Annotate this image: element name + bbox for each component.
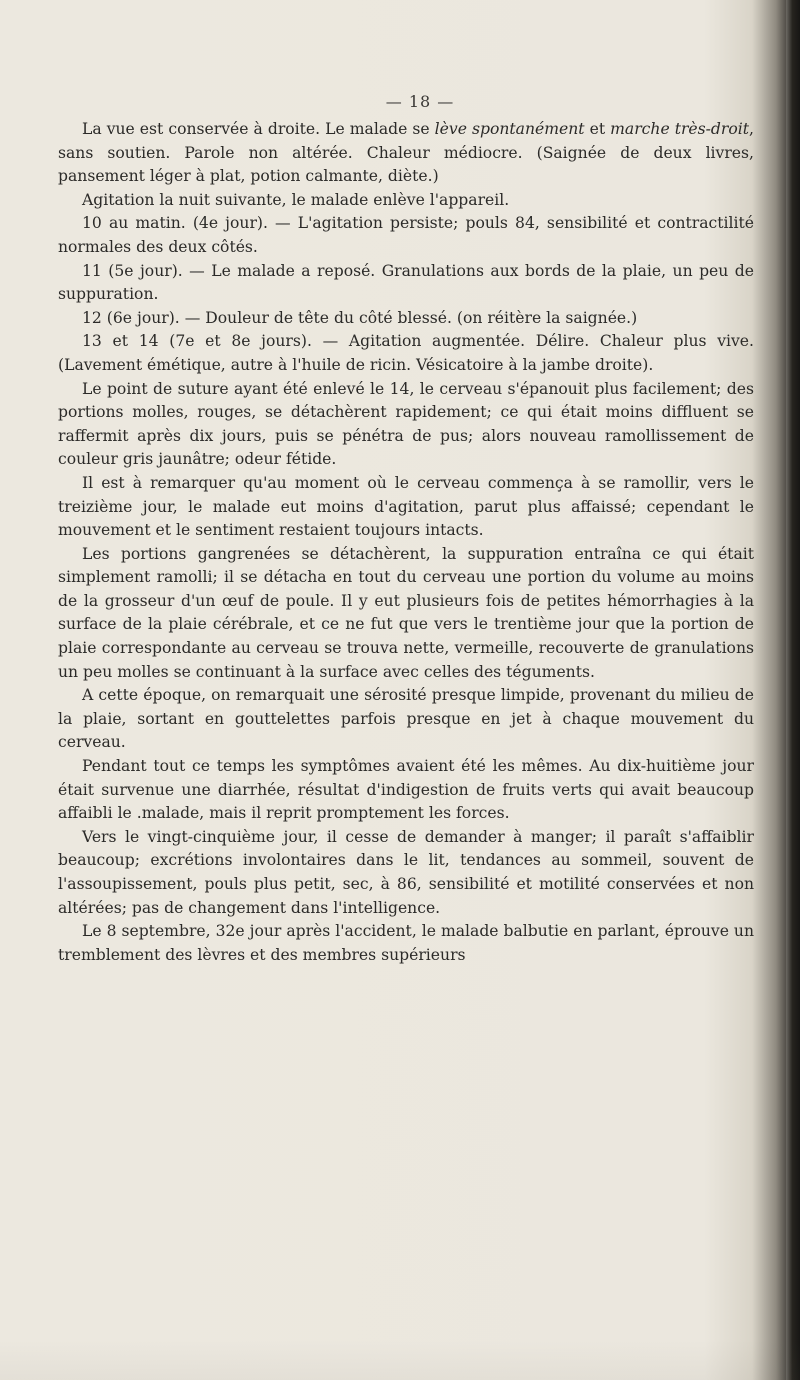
paragraph-1 [58, 118, 754, 189]
paragraph-9: Les portions gangrenées se détachèrent, la suppuration entraîna ce qui était simplement ramolli; il se détacha en tout du cerveau une portion du volume au moins de la grosseur d'un œuf de poule. Il y eut plusieurs fois de petites hémorrhagies à la surface de la plaie cérébrale, et ce ne fut que vers le trentième jour que la portion de plaie correspondante au cerveau se trouva nette, vermeille, recouverte de granulations un peu molles se continuant à la surface avec celles des téguments. [58, 544, 754, 681]
paragraph-12: Vers le vingt-cinquième jour, il cesse de demander à manger; il paraît s'affaiblir beaucoup; excrétions involontaires dans le lit, tendances au sommeil, souvent de l'assoupissement, pouls plus petit, sec, à 86, sensibilité et motilité conservées et non altérées; pas de changement dans l'intelligence. [58, 827, 754, 917]
page-number: — 18 — [385, 92, 455, 111]
page-body [58, 118, 754, 967]
paragraph-5: 12 (6e jour). — Douleur de tête du côté blessé. (on réitère la saignée.) [82, 308, 638, 327]
paragraph-1-italic-b: marche très-droit [610, 120, 750, 138]
paragraph-1-text-b: et [584, 120, 611, 138]
paragraph-4: 11 (5e jour). — Le malade a reposé. Granulations aux bords de la plaie, un peu de suppuration. [58, 261, 754, 304]
paragraph-2: Agitation la nuit suivante, le malade enlève l'appareil. [82, 190, 510, 209]
paragraph-1-text-c: , sans soutien. Parole non altérée. Chaleur médiocre. (Saignée de deux livres, pansement léger à plat, potion calmante, diète.) [58, 120, 754, 186]
paragraph-10: A cette époque, on remarquait une sérosité presque limpide, provenant du milieu de la plaie, sortant en gouttelettes parfois presque en jet à chaque mouvement du cerveau. [58, 686, 754, 752]
page-binding-edge [786, 0, 800, 1380]
paragraph-1-italic-a: lève spontanément [434, 120, 585, 138]
paragraph-7: Le point de suture ayant été enlevé le 14, le cerveau s'épanouit plus facilement; des portions molles, rouges, se détachèrent rapidement; ce qui était moins diffluent se raffermit après dix jours, puis se pénétra de pus; alors nouveau ramollissement de couleur gris jaunâtre; odeur fétide. [58, 379, 754, 469]
paragraph-13: Le 8 septembre, 32e jour après l'accident, le malade balbutie en parlant, éprouve un tremblement des lèvres et des membres supérieurs [58, 922, 754, 964]
paragraph-3: 10 au matin. (4e jour). — L'agitation persiste; pouls 84, sensibilité et contractilité normales des deux côtés. [58, 214, 754, 256]
paragraph-6: 13 et 14 (7e et 8e jours). — Agitation augmentée. Délire. Chaleur plus vive. (Lavement émétique, autre à l'huile de ricin. Vésicatoire à la jambe droite). [58, 332, 754, 374]
paragraph-1-text-a: La vue est conservée à droite. Le malade se [82, 120, 435, 138]
paragraph-8: Il est à remarquer qu'au moment où le cerveau commença à se ramollir, vers le treizième jour, le malade eut moins d'agitation, parut plus affaissé; cependant le mouvement et le sentiment restaient toujours intacts. [58, 473, 754, 540]
page-shadow [0, 1340, 800, 1380]
paragraph-11: Pendant tout ce temps les symptômes avaient été les mêmes. Au dix-huitième jour était survenue une diarrhée, résultat d'indigestion de fruits verts qui avait beaucoup affaibli le .malade, mais il reprit promptement les forces. [58, 757, 754, 823]
